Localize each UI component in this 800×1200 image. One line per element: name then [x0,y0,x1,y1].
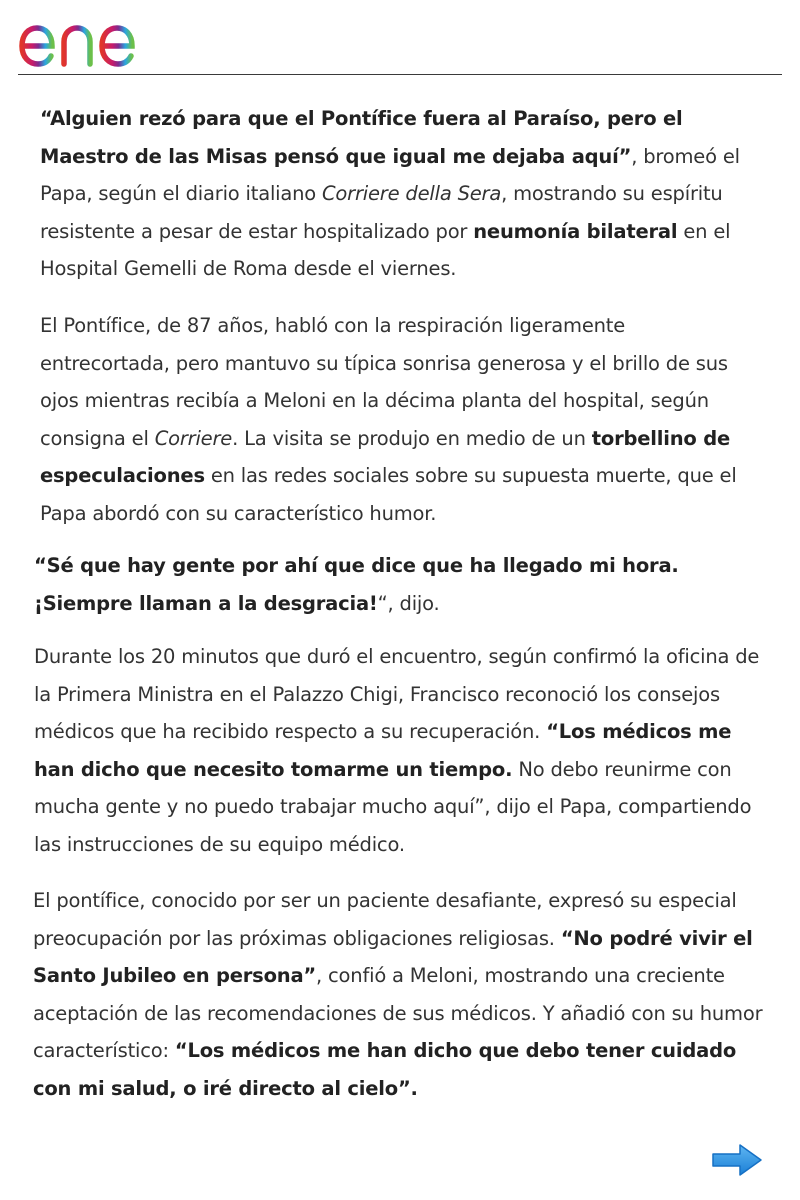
text: El Pontífice, de 87 años, habló con la respiración ligeramente entrecortada, pero mantuvo su típica sonrisa generosa y el brillo de sus ojos mientras recibía a Meloni en la décima planta del hospital, según consigna el [40,314,728,450]
text: No debo reunirme con mucha gente y no puedo trabajar mucho aquí”, dijo el Papa, compartiendo las instrucciones de su equipo médico. [34,757,752,856]
text: “, dijo. [377,591,440,615]
paragraph-4 [34,638,764,863]
quote: “Los médicos me han dicho que necesito tomarme un tiempo. [34,720,732,781]
quote: “Alguien rezó para que el Pontífice fuera al Paraíso, pero el Maestro de las Misas pensó que igual me dejaba aquí” [40,107,683,168]
quote: “Sé que hay gente por ahí que dice que ha llegado mi hora. ¡Siempre llaman a la desgracia! [34,554,679,615]
text: . La visita se produjo en medio de un [232,426,592,450]
text: , confió a Meloni, mostrando una creciente aceptación de las recomendaciones de sus médicos. Y añadió con su humor característico: [33,964,763,1062]
text: en las redes sociales sobre su supuesta muerte, que el Papa abordó con su característico humor. [40,464,737,525]
text: en el Hospital Gemelli de Roma desde el viernes. [40,219,731,280]
paragraph-5 [33,882,763,1107]
quote: “Los médicos me han dicho que debo tener cuidado con mi salud, o iré directo al cielo”. [33,1039,737,1100]
quote: “No podré vivir el Santo Jubileo en persona” [33,926,753,987]
text: , bromeó el Papa, según el diario italiano [40,144,740,205]
text: Durante los 20 minutos que duró el encuentro, según confirmó la oficina de la Primera Ministra en el Palazzo Chigi, Francisco reconoció los consejos médicos que ha recibido respecto a su recuperación. [34,645,760,743]
highlight: torbellino de especulaciones [40,426,730,487]
newspaper-name: Corriere della Sera [322,182,502,205]
text: , mostrando su espíritu resistente a pesar de estar hospitalizado por [40,182,723,243]
text: El pontífice, conocido por ser un paciente desafiante, expresó su especial preocupación por las próximas obligaciones religiosas. [33,889,737,950]
arrow-right-icon [710,1142,764,1178]
newspaper-name: Corriere [154,426,233,450]
paragraph-3 [34,547,764,622]
paragraph-1 [40,100,760,288]
paragraph-2 [40,307,760,532]
next-page-button[interactable] [710,1142,764,1178]
site-header [18,6,782,75]
enel-logo[interactable] [18,8,170,70]
highlight: neumonía bilateral [473,219,678,243]
